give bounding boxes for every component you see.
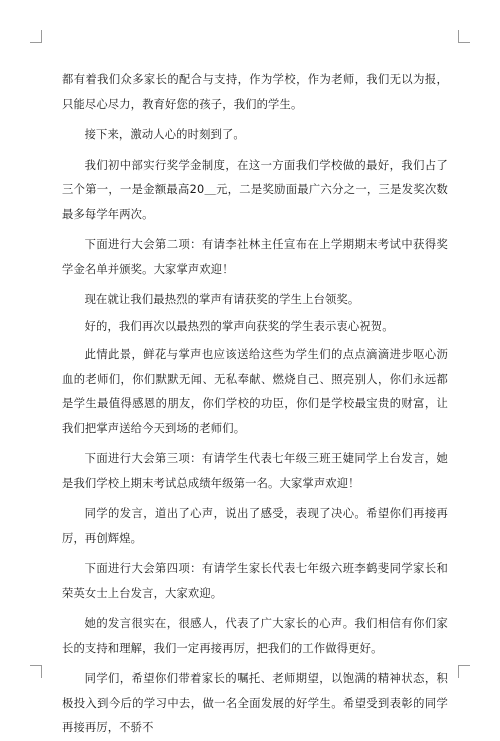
document-body — [62, 68, 448, 741]
paragraph-1: 都有着我们众多家长的配合与支持，作为学校，作为老师，我们无以为报，只能尽心尽力，教育好您的孩子，我们的学生。 — [62, 73, 448, 111]
paragraph-12: 同学们，希望你们带着家长的嘱托、老师期望，以饱满的精神状态，积极投入到今后的学习中去，做一名全面发展的好学生。希望受到表彰的同学再接再厉，不骄不 — [62, 672, 448, 734]
crop-mark-bottom-right — [458, 665, 470, 678]
crop-mark-bottom-left — [30, 665, 42, 678]
paragraph-2: 接下来，激动人心的时刻到了。 — [84, 128, 245, 141]
paragraph-6: 好的，我们再次以最热烈的掌声向获奖的学生表示衷心祝贺。 — [84, 319, 394, 333]
paragraph-5: 现在就让我们最热烈的掌声有请获奖的学生上台领奖。 — [84, 293, 360, 306]
paragraph-10: 下面进行大会第四项：有请学生家长代表七年级六班李鹤斐同学家长和荣英女士上台发言，大家欢迎。 — [62, 562, 448, 600]
paragraph-3: 我们初中部实行奖学金制度，在这一方面我们学校做的最好，我们占了三个第一，一是金额最高20＿元，二是奖励面最广六分之一，三是发奖次数最多每学年两次。 — [62, 158, 448, 221]
paragraph-9: 同学的发言，道出了心声，说出了感受，表现了决心。希望你们再接再厉，再创辉煌。 — [62, 507, 448, 545]
crop-mark-top-left — [30, 30, 42, 43]
paragraph-8: 下面进行大会第三项：有请学生代表七年级三班王婕同学上台发言，她是我们学校上期末考试总成绩年级第一名。大家掌声欢迎！ — [62, 452, 448, 490]
paragraph-11: 她的发言很实在，很感人，代表了广大家长的心声。我们相信有你们家长的支持和理解，我们一定再接再厉，把我们的工作做得更好。 — [62, 617, 448, 655]
paragraph-4: 下面进行大会第二项：有请李社林主任宣布在上学期期末考试中获得奖学金名单并颁奖。大家掌声欢迎！ — [62, 238, 448, 276]
paragraph-7: 此情此景，鲜花与掌声也应该送给这些为学生们的点点滴滴进步呕心沥血的老师们，你们默默无闻、无私奉献、燃烧自己、照亮别人，你们永远都是学生最值得感恩的朋友，你们学校的功臣，你们是学校最宝贵的财富，让我们把掌声送给今天到场的老师们。 — [62, 348, 448, 435]
crop-mark-top-right — [458, 30, 470, 43]
